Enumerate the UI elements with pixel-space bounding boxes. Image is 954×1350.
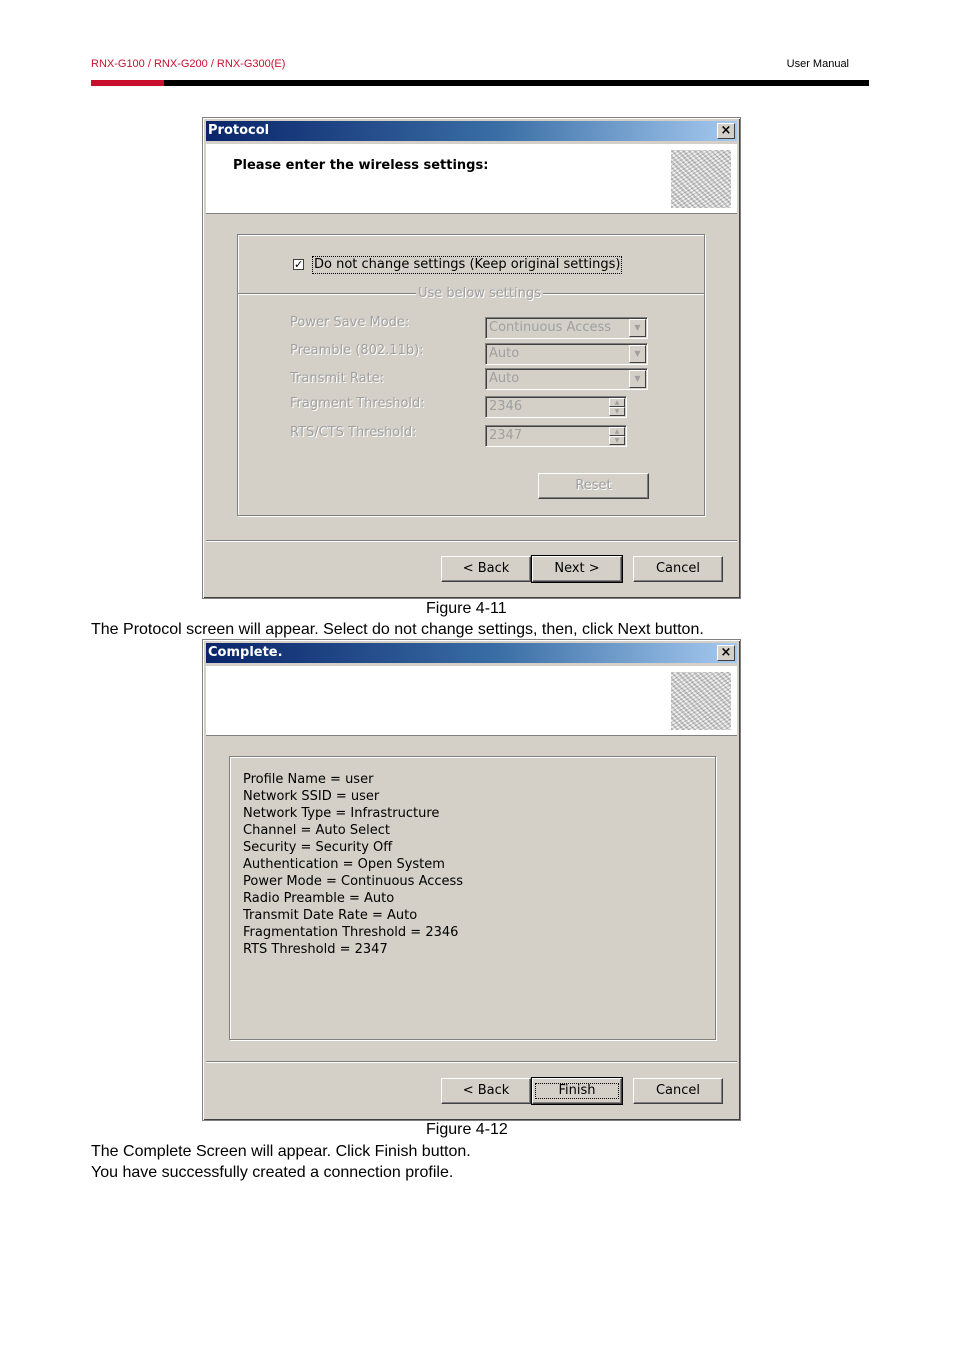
header-rule-accent — [91, 80, 164, 86]
paragraph-complete: The Complete Screen will appear. Click Finish button. — [91, 1143, 471, 1160]
reset-button[interactable]: Reset — [538, 473, 649, 499]
protocol-title: Protocol — [208, 123, 270, 138]
fragment-threshold-spinner[interactable] — [485, 396, 627, 418]
header-models: RNX-G100 / RNX-G200 / RNX-G300(E) — [91, 58, 286, 70]
back-button[interactable]: < Back — [441, 1078, 531, 1104]
next-button-label: Next > — [554, 561, 600, 576]
keep-settings-checkbox[interactable]: ✓ — [294, 258, 304, 271]
protocol-footer-separator — [206, 540, 737, 542]
transmit-rate-select[interactable] — [485, 368, 648, 390]
close-icon[interactable]: × — [717, 123, 735, 139]
paragraph-protocol: The Protocol screen will appear. Select do not change settings, then, click Next button. — [91, 621, 704, 638]
summary-line: Profile Name = user — [243, 772, 374, 787]
cancel-button[interactable]: Cancel — [633, 1078, 723, 1104]
summary-line: Channel = Auto Select — [243, 823, 390, 838]
rts-cts-threshold-spinner[interactable] — [485, 425, 627, 447]
chevron-down-icon[interactable]: ▼ — [629, 319, 646, 337]
preamble-value: Auto — [489, 346, 520, 361]
summary-line: Power Mode = Continuous Access — [243, 874, 464, 889]
rts-cts-threshold-label: RTS/CTS Threshold: — [290, 425, 417, 440]
summary-line: Security = Security Off — [243, 840, 393, 855]
spin-up-icon[interactable]: ▲ — [609, 398, 625, 407]
protocol-header-panel — [206, 144, 737, 214]
fragment-threshold-spin — [609, 398, 625, 416]
spin-down-icon[interactable]: ▼ — [609, 407, 625, 416]
fragment-threshold-label: Fragment Threshold: — [290, 396, 425, 411]
close-icon[interactable]: × — [717, 645, 735, 661]
cancel-button[interactable]: Cancel — [633, 556, 723, 582]
protocol-dialog — [202, 117, 741, 599]
complete-titlebar — [206, 643, 737, 663]
power-save-mode-label: Power Save Mode: — [290, 315, 410, 330]
transmit-rate-value: Auto — [489, 371, 520, 386]
finish-button[interactable] — [532, 1078, 622, 1104]
power-save-mode-value: Continuous Access — [489, 320, 612, 335]
complete-dialog — [202, 639, 741, 1121]
group-legend: Use below settings — [418, 286, 541, 301]
fragment-threshold-value: 2346 — [489, 399, 523, 414]
summary-line: Radio Preamble = Auto — [243, 891, 395, 906]
complete-header-panel — [206, 666, 737, 736]
chevron-down-icon[interactable]: ▼ — [629, 345, 646, 363]
rts-cts-threshold-value: 2347 — [489, 428, 523, 443]
rts-cts-threshold-spin — [609, 427, 625, 445]
wizard-logo-icon — [671, 672, 731, 730]
summary-line: RTS Threshold = 2347 — [243, 942, 388, 957]
paragraph-success: You have successfully created a connection profile. — [91, 1164, 454, 1181]
figure-caption-1: Figure 4-11 — [426, 600, 507, 617]
complete-title: Complete. — [208, 645, 283, 660]
protocol-titlebar — [206, 121, 737, 141]
summary-line: Fragmentation Threshold = 2346 — [243, 925, 459, 940]
complete-footer-separator — [206, 1061, 737, 1063]
next-button[interactable] — [532, 556, 622, 582]
keep-settings-label[interactable]: Do not change settings (Keep original settings) — [314, 257, 621, 272]
summary-line: Network Type = Infrastructure — [243, 806, 440, 821]
back-button[interactable]: < Back — [441, 556, 531, 582]
wizard-logo-icon — [671, 150, 731, 208]
summary-line: Authentication = Open System — [243, 857, 445, 872]
header-doc-type: User Manual — [786, 58, 849, 70]
finish-button-label: Finish — [535, 1083, 618, 1099]
header-rule — [91, 80, 869, 86]
settings-group — [237, 234, 705, 516]
summary-line: Network SSID = user — [243, 789, 380, 804]
profile-summary — [229, 756, 716, 1040]
spin-up-icon[interactable]: ▲ — [609, 427, 625, 436]
power-save-mode-select[interactable] — [485, 317, 648, 339]
preamble-label: Preamble (802.11b): — [290, 343, 424, 358]
figure-caption-2: Figure 4-12 — [426, 1121, 508, 1138]
spin-down-icon[interactable]: ▼ — [609, 436, 625, 445]
transmit-rate-label: Transmit Rate: — [290, 371, 385, 386]
summary-line: Transmit Date Rate = Auto — [243, 908, 418, 923]
protocol-heading: Please enter the wireless settings: — [233, 158, 489, 173]
preamble-select[interactable] — [485, 343, 648, 365]
summary-lines — [243, 771, 463, 958]
chevron-down-icon[interactable]: ▼ — [629, 370, 646, 388]
